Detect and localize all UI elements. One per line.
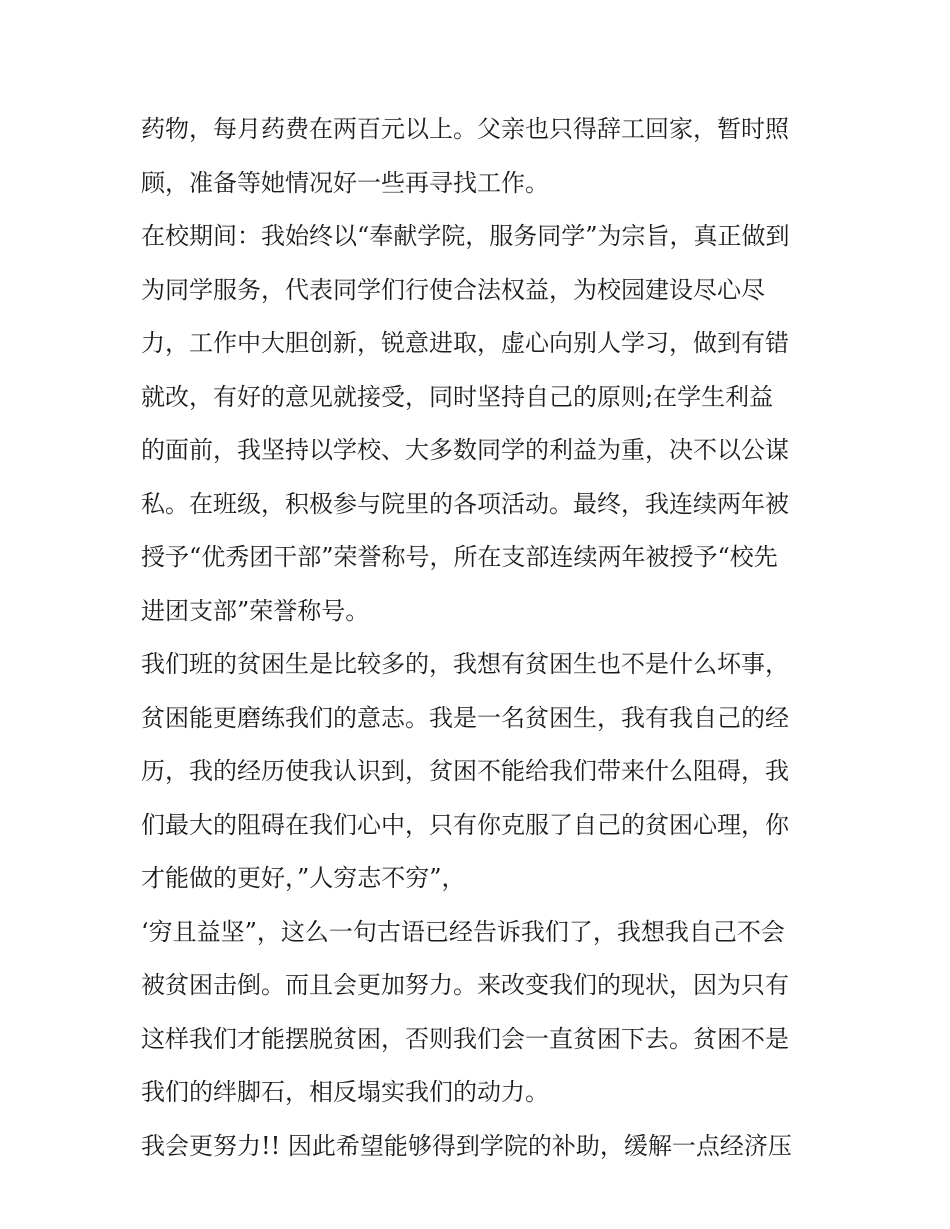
text-line: 这样我们才能摆脱贫困，否则我们会一直贫困下去。贫困不是 xyxy=(141,1024,789,1053)
text-line: 的面前，我坚持以学校、大多数同学的利益为重，决不以公谋 xyxy=(141,436,789,464)
text-line: ‘穷且益坚”，这么一句古语已经告诉我们了，我想我自己不会 xyxy=(141,917,785,946)
text-line: 药物，每月药费在两百元以上。父亲也只得辞工回家，暂时照 xyxy=(141,115,789,143)
text-line: 贫困能更磨练我们的意志。我是一名贫困生，我有我自己的经 xyxy=(141,703,789,732)
text-line: 进团支部”荣誉称号。 xyxy=(141,596,370,625)
text-line: 历，我的经历使我认识到，贫困不能给我们带来什么阻碍，我 xyxy=(141,757,789,785)
text-line: 我们班的贫困生是比较多的，我想有贫困生也不是什么坏事， xyxy=(141,650,789,678)
text-line: 才能做的更好，”人穷志不穷”， xyxy=(141,864,466,892)
text-line: 在校期间：我始终以“奉献学院，服务同学”为宗旨，真正做到 xyxy=(141,222,790,250)
text-line: 我会更努力!! 因此希望能够得到学院的补助，缓解一点经济压 xyxy=(141,1131,792,1160)
text-line: 私。在班级，积极参与院里的各项活动。最终，我连续两年被 xyxy=(141,489,789,518)
text-line: 就改，有好的意见就接受，同时坚持自己的原则;在学生利益 xyxy=(141,382,774,411)
text-line: 我们的绊脚石，相反塌实我们的动力。 xyxy=(141,1078,549,1106)
text-line: 们最大的阻碍在我们心中，只有你克服了自己的贫困心理，你 xyxy=(141,810,789,839)
text-line: 顾，准备等她情况好一些再寻找工作。 xyxy=(141,168,549,197)
document-body xyxy=(141,103,821,1173)
text-line: 授予“优秀团干部”荣誉称号，所在支部连续两年被授予“校先 xyxy=(141,543,778,571)
text-line: 被贫困击倒。而且会更加努力。来改变我们的现状，因为只有 xyxy=(141,971,789,999)
text-line: 力，工作中大胆创新，锐意进取，虚心向别人学习，做到有错 xyxy=(141,329,789,357)
text-line: 为同学服务，代表同学们行使合法权益，为校园建设尽心尽 xyxy=(141,275,765,304)
